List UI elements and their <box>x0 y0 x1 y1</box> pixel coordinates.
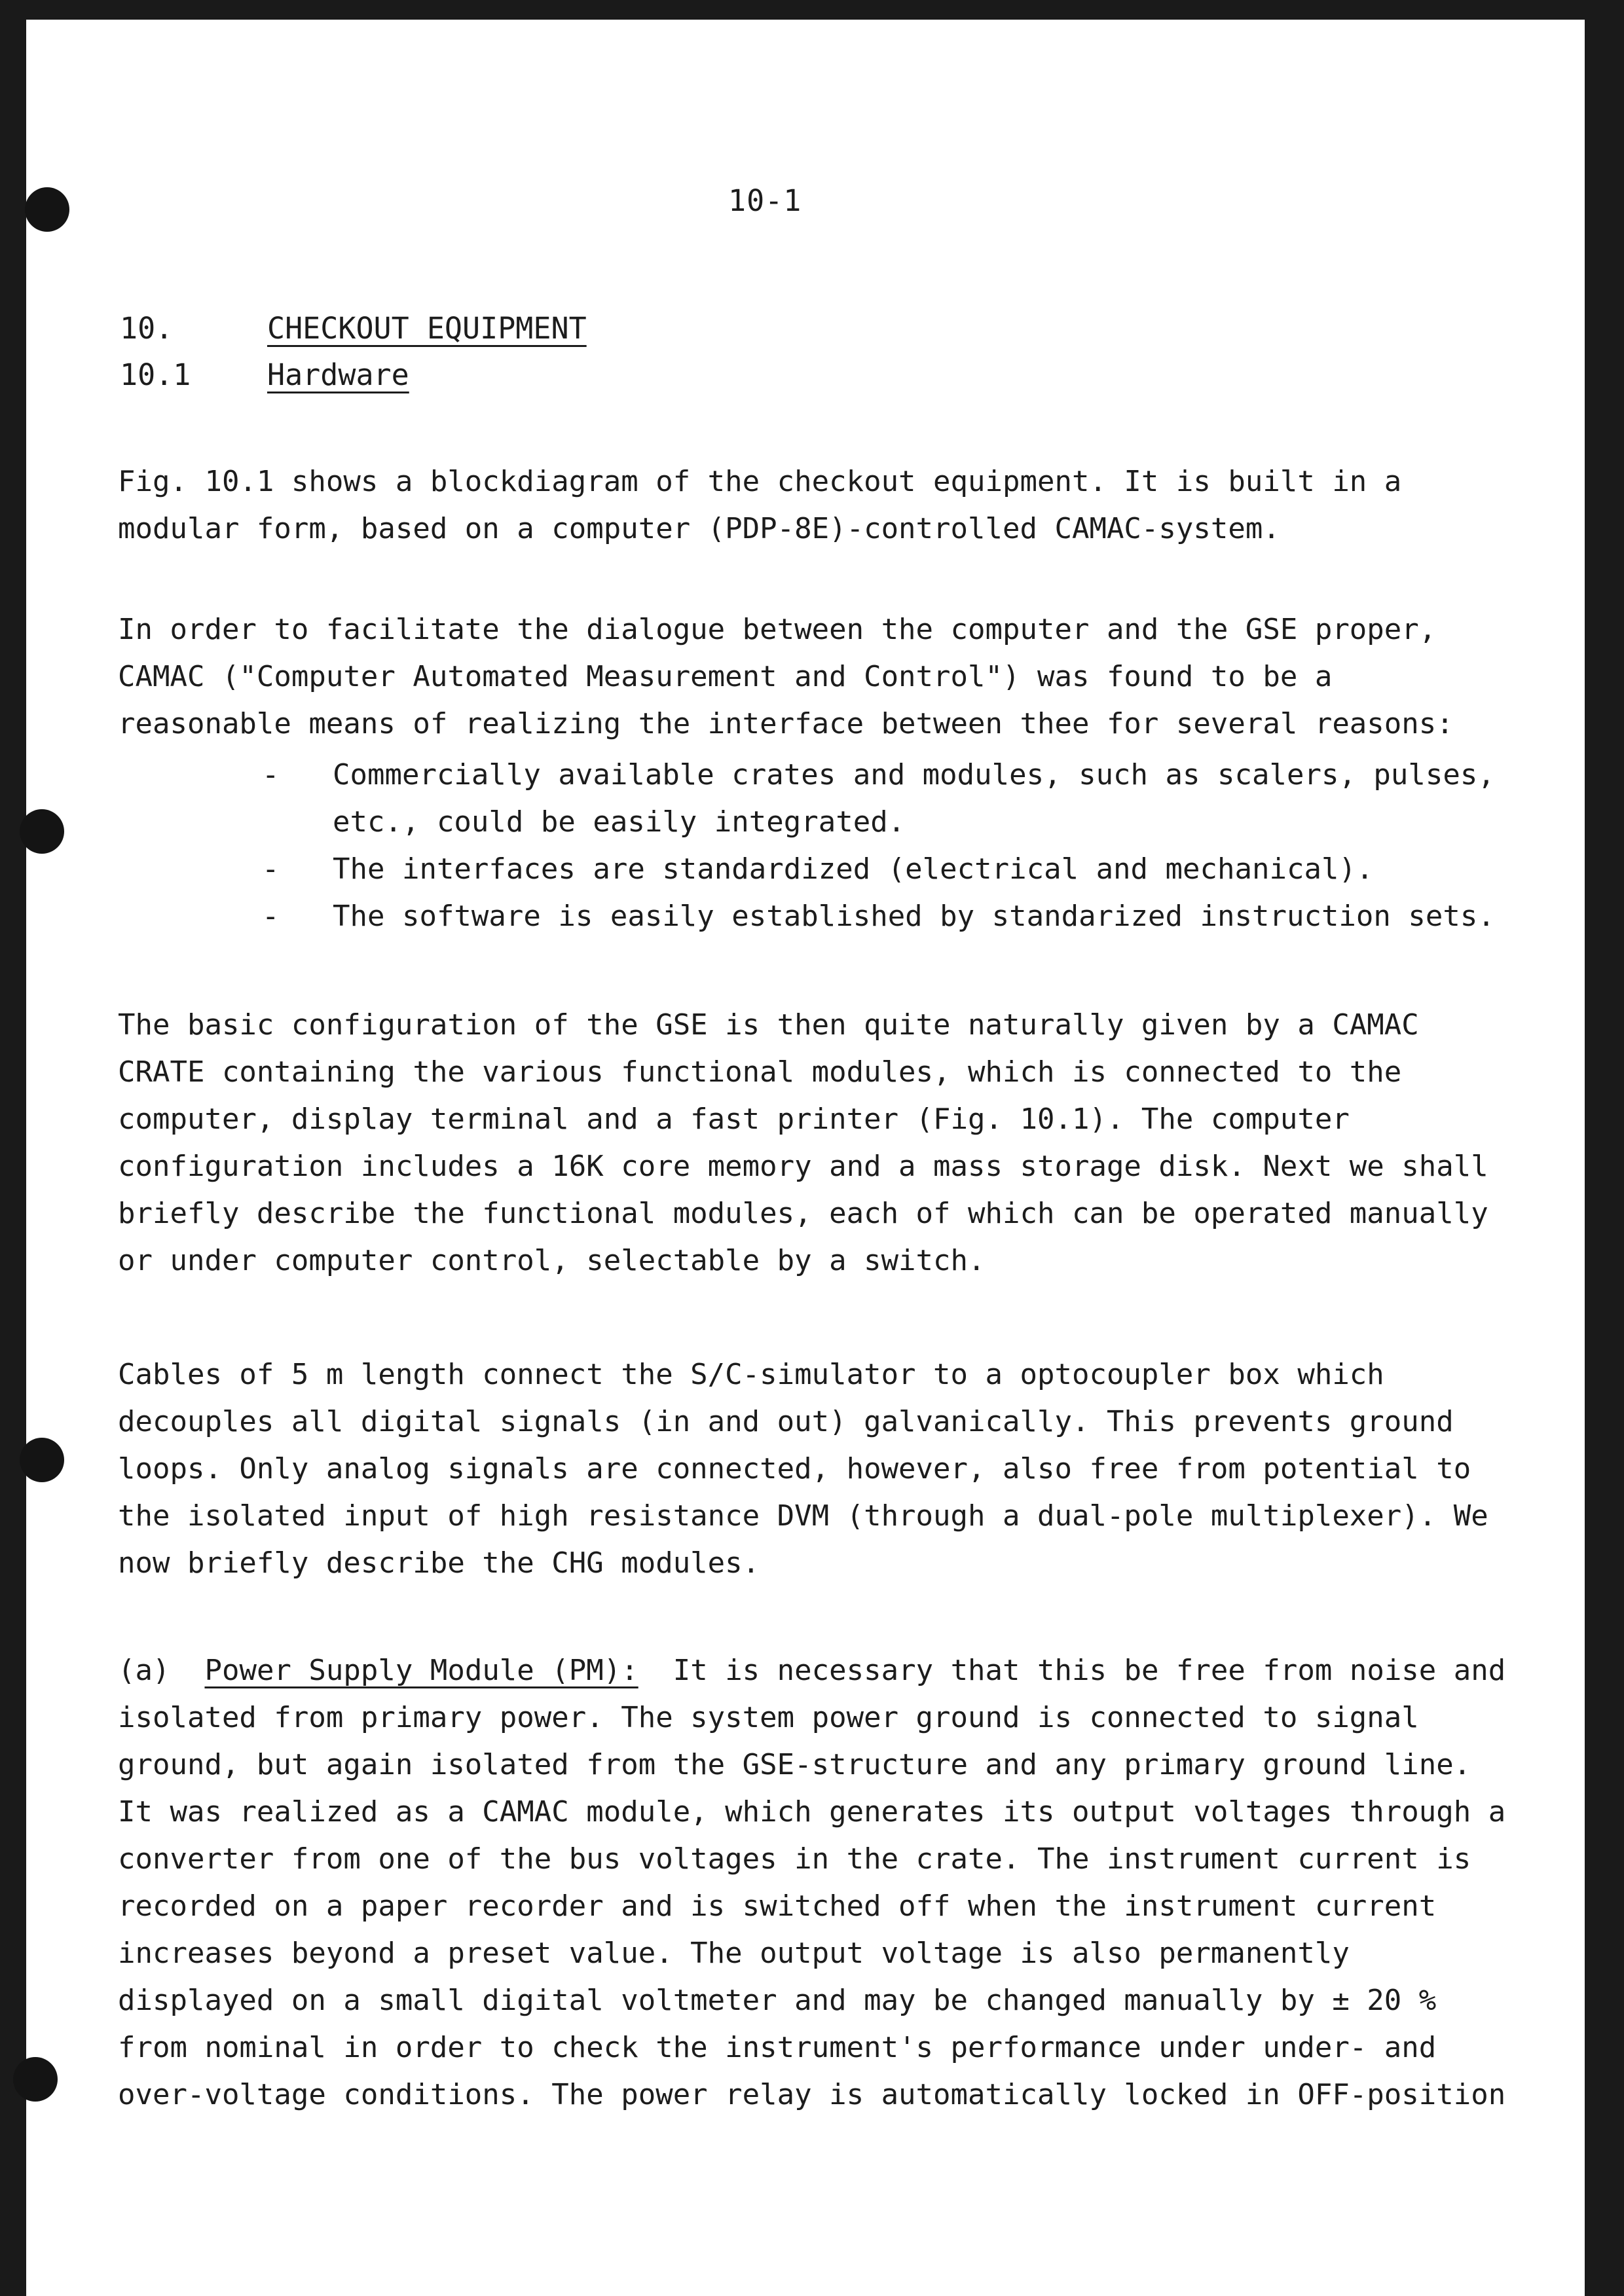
text-line: briefly describe the functional modules, each of which can be operated manually <box>118 1197 1488 1230</box>
text-line: The interfaces are standardized (electrical and mechanical). <box>333 852 1374 886</box>
text-line: CAMAC ("Computer Automated Measurement and Control") was found to be a <box>118 660 1333 693</box>
bullet-marker: - <box>262 900 280 933</box>
punch-hole <box>25 187 69 232</box>
bullet-marker: - <box>262 852 280 886</box>
text-line: now briefly describe the CHG modules. <box>118 1546 760 1580</box>
text-line: Cables of 5 m length connect the S/C-simulator to a optocoupler box which <box>118 1358 1384 1391</box>
text-line: decouples all digital signals (in and out) galvanically. This prevents ground <box>118 1405 1454 1438</box>
text-line: the isolated input of high resistance DVM (through a dual-pole multiplexer). We <box>118 1499 1488 1533</box>
text-line <box>118 1647 1506 1694</box>
reasons-list <box>262 752 1495 940</box>
text-line: displayed on a small digital voltmeter and may be changed manually by ± 20 % <box>118 1984 1437 2017</box>
text-line: increases beyond a preset value. The output voltage is also permanently <box>118 1937 1350 1970</box>
text-line: computer, display terminal and a fast printer (Fig. 10.1). The computer <box>118 1102 1350 1136</box>
bullet-marker: - <box>262 758 280 792</box>
text-line: over-voltage conditions. The power relay is automatically locked in OFF-position <box>118 2078 1506 2111</box>
text-line: CRATE containing the various functional modules, which is connected to the <box>118 1055 1402 1089</box>
subsection-title: Hardware <box>267 357 409 392</box>
text-line: etc., could be easily integrated. <box>333 805 906 839</box>
scan-border-top <box>0 0 1624 20</box>
subsection-number: 10.1 <box>120 357 191 392</box>
punch-hole <box>20 809 64 854</box>
list-item <box>262 846 1460 893</box>
section-title: CHECKOUT EQUIPMENT <box>267 311 587 346</box>
text-line: The software is easily established by standarized instruction sets. <box>333 900 1495 933</box>
subsection-heading <box>120 357 409 392</box>
text-line: Commercially available crates and modules, such as scalers, pulses, <box>333 758 1495 792</box>
list-item <box>262 893 1495 940</box>
text-line: ground, but again isolated from the GSE-structure and any primary ground line. <box>118 1748 1471 1781</box>
paragraph-cables <box>118 1351 1488 1587</box>
text-line: configuration includes a 16K core memory and a mass storage disk. Next we shall <box>118 1150 1488 1183</box>
item-first-line: It is necessary that this be free from noise and <box>673 1654 1506 1687</box>
paragraph-intro <box>118 458 1447 553</box>
text-line: from nominal in order to check the instrument's performance under under- and <box>118 2031 1437 2064</box>
text-line: recorded on a paper recorder and is switched off when the instrument current <box>118 1889 1437 1923</box>
paragraph-power-supply <box>118 1647 1506 2119</box>
text-line: isolated from primary power. The system power ground is connected to signal <box>118 1701 1419 1734</box>
paragraph-configuration <box>118 1002 1488 1285</box>
text-line: converter from one of the bus voltages in the crate. The instrument current is <box>118 1842 1471 1876</box>
text-line: reasonable means of realizing the interface between thee for several reasons: <box>118 707 1454 740</box>
text-line: Fig. 10.1 shows a blockdiagram of the checkout equipment. It is built in a <box>118 465 1402 498</box>
paragraph-camac <box>118 606 1454 748</box>
page-number: 10-1 <box>728 183 802 218</box>
item-term: Power Supply Module (PM): <box>204 1654 638 1687</box>
text-line: modular form, based on a computer (PDP-8E)-controlled CAMAC-system. <box>118 512 1280 545</box>
text-line: or under computer control, selectable by a switch. <box>118 1244 986 1277</box>
section-heading <box>120 311 587 346</box>
text-line: The basic configuration of the GSE is then quite naturally given by a CAMAC <box>118 1008 1419 1042</box>
text-line: It was realized as a CAMAC module, which generates its output voltages through a <box>118 1795 1506 1829</box>
text-line: In order to facilitate the dialogue between the computer and the GSE proper, <box>118 613 1437 646</box>
punch-hole <box>13 2057 58 2102</box>
scan-border-right <box>1585 0 1624 2296</box>
punch-hole <box>20 1438 64 1482</box>
scan-border-left <box>0 0 26 2296</box>
section-number: 10. <box>120 311 174 346</box>
item-label: (a) <box>118 1654 170 1687</box>
text-line: loops. Only analog signals are connected, however, also free from potential to <box>118 1452 1471 1485</box>
list-item <box>262 752 1495 846</box>
